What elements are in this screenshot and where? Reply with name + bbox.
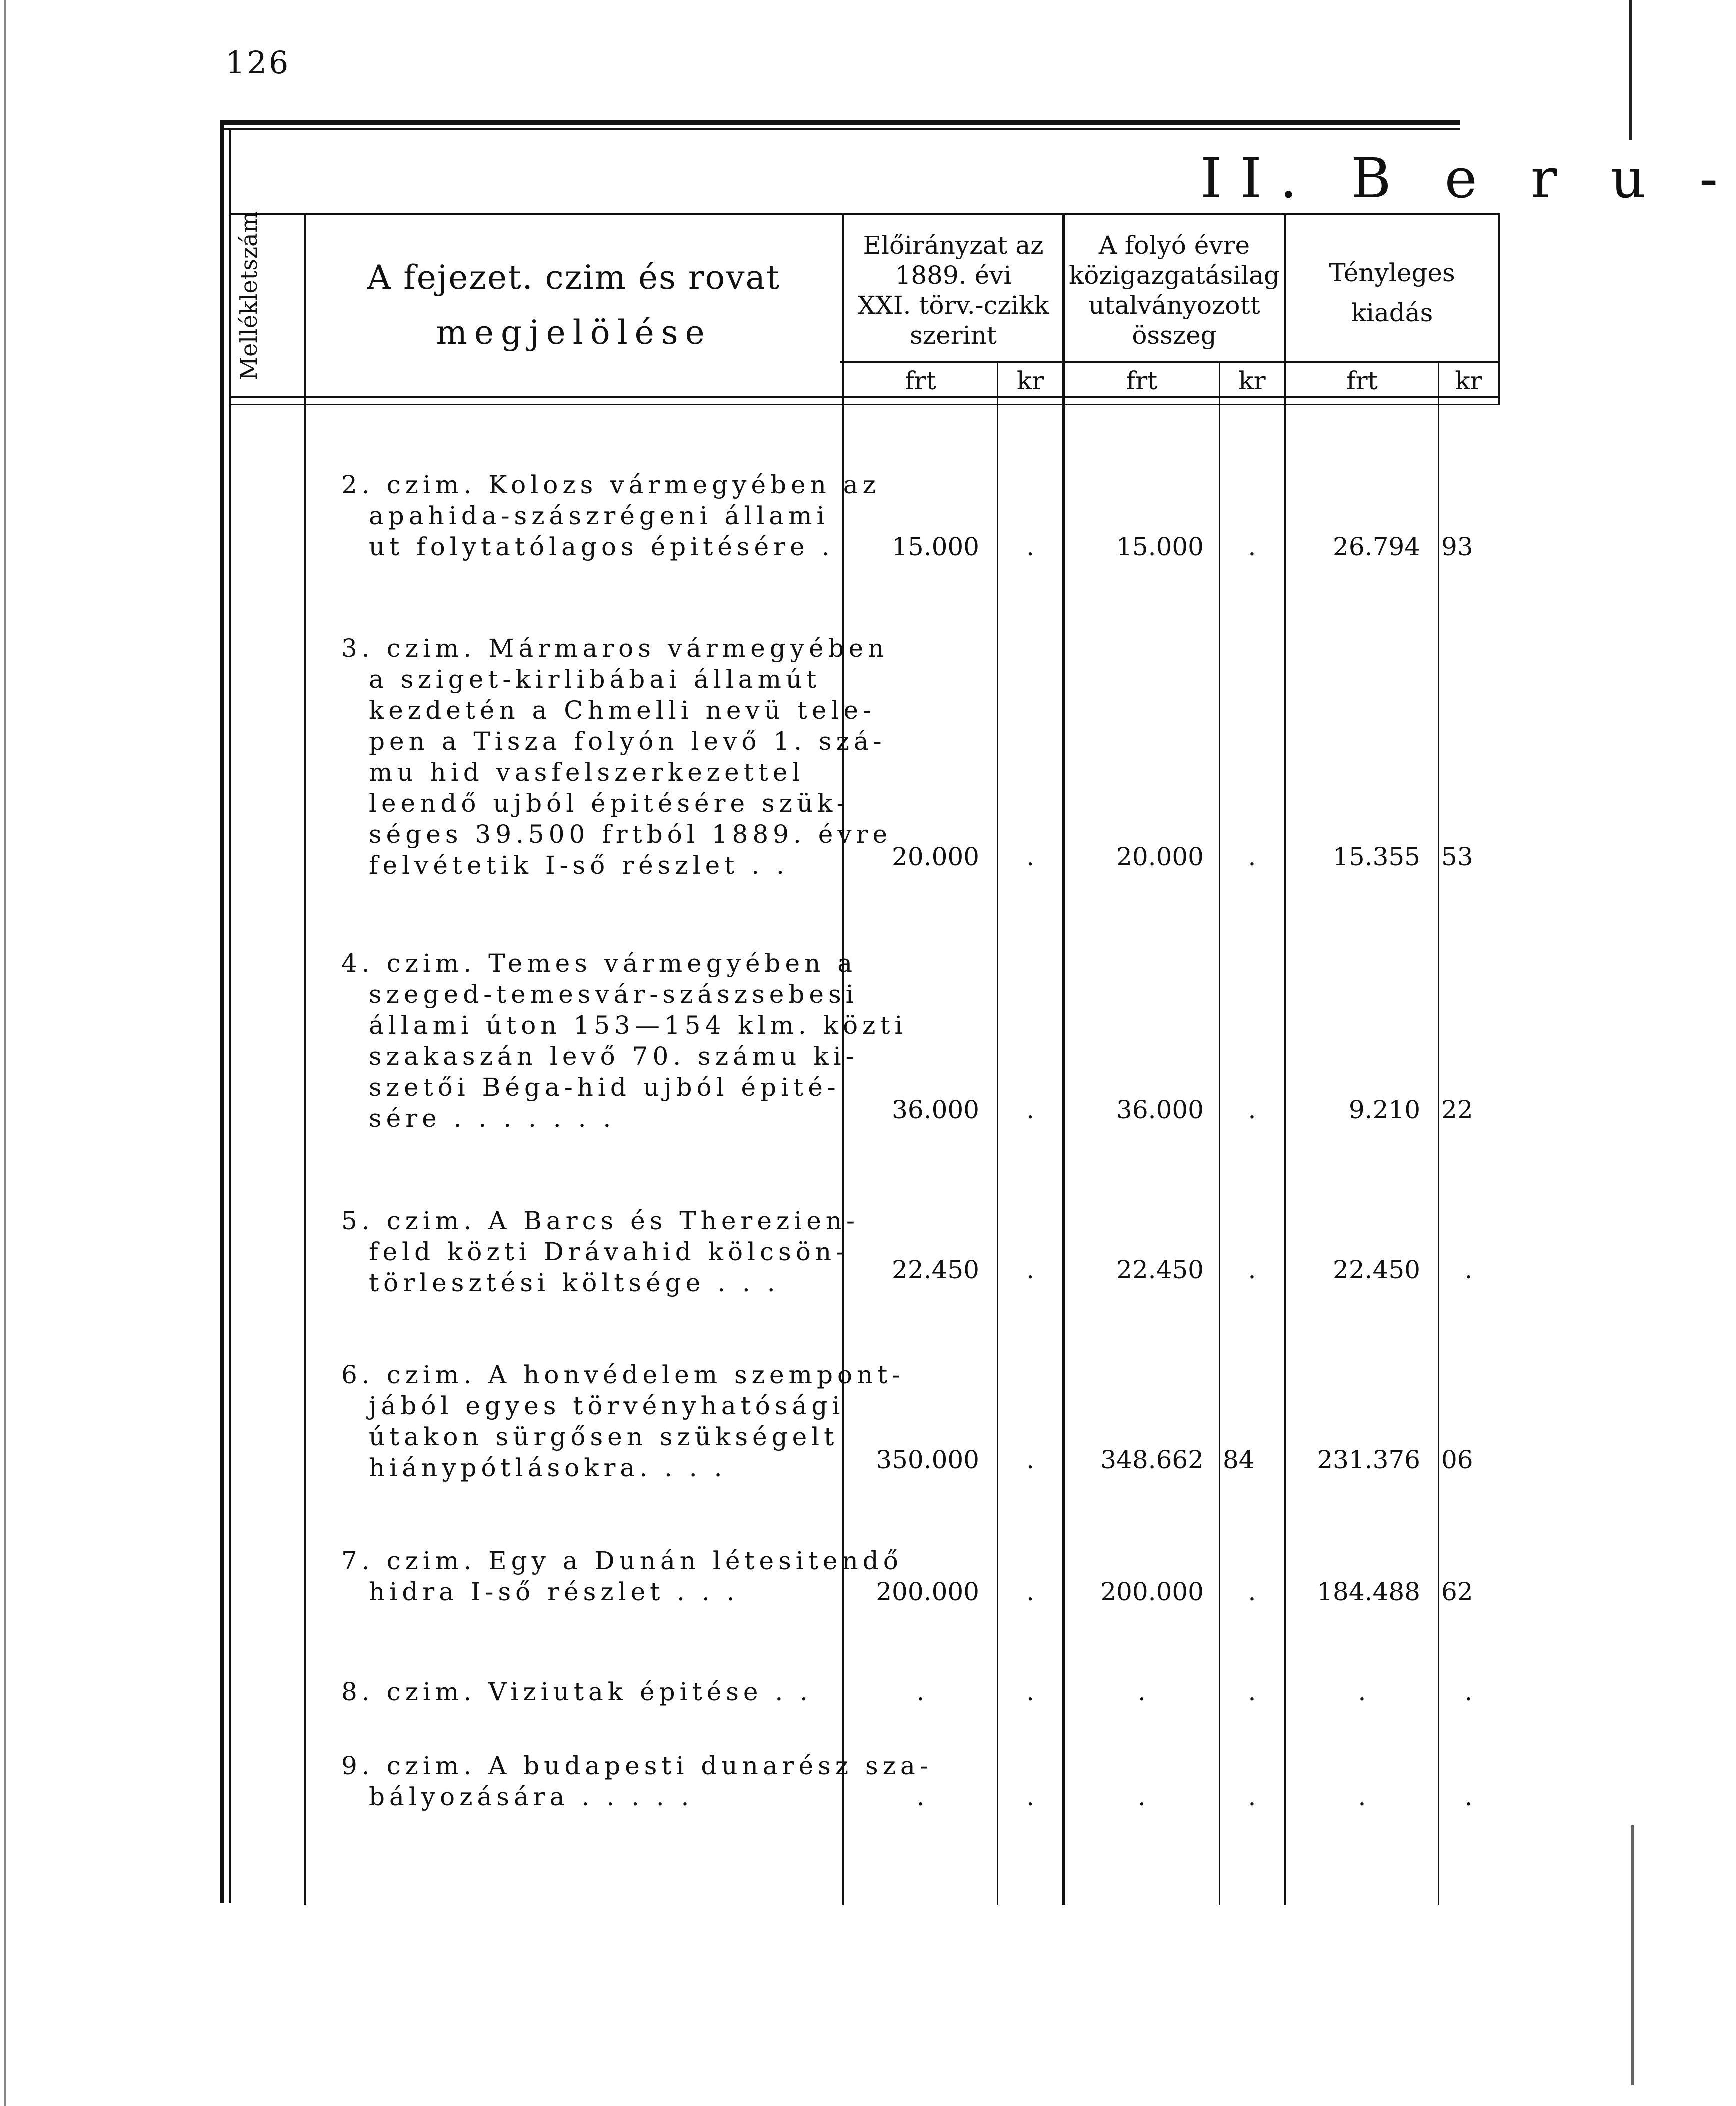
row-a-kr: . [1026,1782,1034,1811]
row-description-line: a sziget-kirlibábai államút [369,665,821,694]
row-a-kr: . [1026,1577,1034,1606]
row-a-frt: 15.000 [892,532,979,561]
unit-a-kr: kr [1016,366,1044,395]
row-a-frt: 20.000 [892,842,979,871]
col-a-header-line: 1889. évi [895,261,1012,290]
row-b-kr: . [1248,1677,1256,1706]
row-description-line: hidra I-ső részlet . . . [369,1577,739,1606]
row-description-line: szetői Béga-hid ujból épité- [369,1073,840,1102]
row-b-kr: . [1248,532,1256,561]
row-b-kr: . [1248,1782,1256,1811]
unit-row-line [840,361,1500,363]
row-b-frt: 15.000 [1116,532,1204,561]
scan-edge-right-lower [1631,1825,1634,2085]
top-rule-thin [220,128,1460,130]
col-a-header-line: Előirányzat az [863,231,1044,260]
row-b-kr: 84 [1223,1445,1255,1474]
row-c-kr: . [1464,1677,1473,1706]
top-rule-thick [220,120,1460,125]
row-description-line: 5. czim. A Barcs és Therezien- [341,1206,859,1235]
row-b-kr: . [1248,1255,1256,1284]
scan-edge-left [4,0,6,2106]
row-a-kr: . [1026,1255,1034,1284]
col-desc-header-line2: megjelölése [436,313,712,352]
row-description-line: mu hid vasfelszerkezettel [369,758,805,787]
table-row [341,948,907,1134]
table-row [341,1205,859,1298]
col-c-header-line: kiadás [1351,298,1433,327]
row-c-frt: 9.210 [1348,1095,1420,1124]
col-line-b [1062,215,1065,1905]
row-description-line: útakon sürgősen szükségelt [369,1422,839,1451]
row-b-frt: 348.662 [1100,1445,1204,1474]
row-description-line: apahida-szászrégeni állami [369,501,829,530]
row-description-line: 7. czim. Egy a Dunán létesitendő [341,1546,903,1575]
row-a-frt: 350.000 [876,1445,979,1474]
row-description-line: 6. czim. A honvédelem szempont- [341,1360,905,1389]
row-b-frt: 22.450 [1116,1255,1204,1284]
row-c-kr: 62 [1441,1577,1473,1606]
unit-c-frt: frt [1346,366,1378,395]
page-number: 126 [225,44,291,81]
header-top-line [230,213,1500,215]
row-b-frt: . [1138,1677,1146,1706]
row-description-line: feld közti Drávahid kölcsön- [369,1237,849,1266]
unit-c-kr: kr [1455,366,1482,395]
row-b-frt: 20.000 [1116,842,1204,871]
row-description-line: állami úton 153—154 klm. közti [369,1011,907,1040]
row-description-line: hiánypótlásokra. . . . [369,1453,727,1482]
row-description-line: kezdetén a Chmelli nevü tele- [369,696,876,725]
col-desc-header-line1: A fejezet. czim és rovat [367,258,781,297]
col-a-header [844,230,1062,350]
col-index-header: Mellékletszám [235,211,262,380]
scan-edge-right [1629,0,1632,140]
row-a-kr: . [1026,842,1034,871]
row-c-frt: 26.794 [1333,532,1420,561]
col-line-c-kr [1438,361,1439,1905]
col-line-right [1498,213,1500,405]
col-line-c [1284,215,1286,1905]
row-a-kr: . [1026,1095,1034,1124]
left-border-inner [229,128,231,1903]
row-description-line: felvétetik I-ső részlet . . [369,851,789,880]
col-a-header-line: XXI. törv.-czikk [857,291,1049,320]
row-c-kr: . [1464,1255,1473,1284]
row-description-line: sére . . . . . . . [369,1104,616,1133]
body-top-line [230,404,1500,405]
row-description-line: leendő ujból épitésére szük- [369,789,850,818]
table-row [341,1676,812,1707]
row-b-frt: 36.000 [1116,1095,1204,1124]
col-b-header [1065,230,1284,350]
row-description-line: törlesztési költsége . . . [369,1268,780,1297]
table-row [341,1545,903,1607]
left-border-outer [220,120,224,1903]
row-c-kr: 22 [1441,1095,1473,1124]
row-a-frt: . [916,1782,925,1811]
row-b-kr: . [1248,1577,1256,1606]
row-b-kr: . [1248,842,1256,871]
row-a-frt: 200.000 [876,1577,979,1606]
row-c-kr: . [1464,1782,1473,1811]
col-c-header-line: Tényleges [1329,258,1455,287]
row-description-line: 8. czim. Viziutak épitése . . [341,1677,813,1706]
table-row [341,633,892,881]
row-a-kr: . [1026,532,1034,561]
row-description-line: ut folytatólagos épitésére . [369,532,834,561]
row-description-line: szeged-temesvár-szászsebesi [369,980,858,1009]
row-description-line: 9. czim. A budapesti dunarész sza- [341,1751,933,1780]
col-line-b-kr [1219,361,1220,1905]
row-description-line: 4. czim. Temes vármegyében a [341,949,857,978]
row-c-kr: 53 [1441,842,1473,871]
col-desc-header [306,250,841,360]
row-a-frt: 22.450 [892,1255,979,1284]
row-description-line: pen a Tisza folyón levő 1. szá- [369,727,886,756]
table-row [341,1359,905,1483]
col-b-header-line: összeg [1132,321,1217,350]
col-line-a-kr [997,361,998,1905]
col-a-header-line: szerint [910,321,997,350]
row-b-frt: . [1138,1782,1146,1811]
table-row [341,469,880,562]
header-bottom-line [230,396,1500,398]
col-c-header [1286,253,1498,333]
row-c-kr: 06 [1441,1445,1473,1474]
row-b-kr: . [1248,1095,1256,1124]
row-description-line: bályozására . . . . . [369,1782,694,1811]
row-b-frt: 200.000 [1100,1577,1204,1606]
row-c-kr: 93 [1441,532,1473,561]
col-b-header-line: utalványozott [1088,291,1260,320]
row-description-line: 3. czim. Mármaros vármegyében [341,634,889,663]
row-c-frt: 184.488 [1317,1577,1420,1606]
col-b-header-line: közigazgatásilag [1068,261,1280,290]
unit-a-frt: frt [905,366,936,395]
row-c-frt: 22.450 [1333,1255,1420,1284]
row-description-line: szakaszán levő 70. számu ki- [369,1042,859,1071]
row-description-line: jából egyes törvényhatósági [369,1391,845,1420]
row-a-kr: . [1026,1677,1034,1706]
row-c-frt: . [1358,1782,1366,1811]
section-heading: II. B e r u - [1200,146,1736,210]
row-c-frt: 15.355 [1333,842,1420,871]
row-a-frt: . [916,1677,925,1706]
row-c-frt: 231.376 [1317,1445,1420,1474]
col-line-index [304,215,306,1905]
row-a-frt: 36.000 [892,1095,979,1124]
row-description-line: séges 39.500 frtból 1889. évre [369,820,892,849]
row-description-line: 2. czim. Kolozs vármegyében az [341,470,880,499]
col-b-header-line: A folyó évre [1098,231,1250,260]
row-c-frt: . [1358,1677,1366,1706]
unit-b-kr: kr [1238,366,1266,395]
unit-b-frt: frt [1126,366,1158,395]
row-a-kr: . [1026,1445,1034,1474]
